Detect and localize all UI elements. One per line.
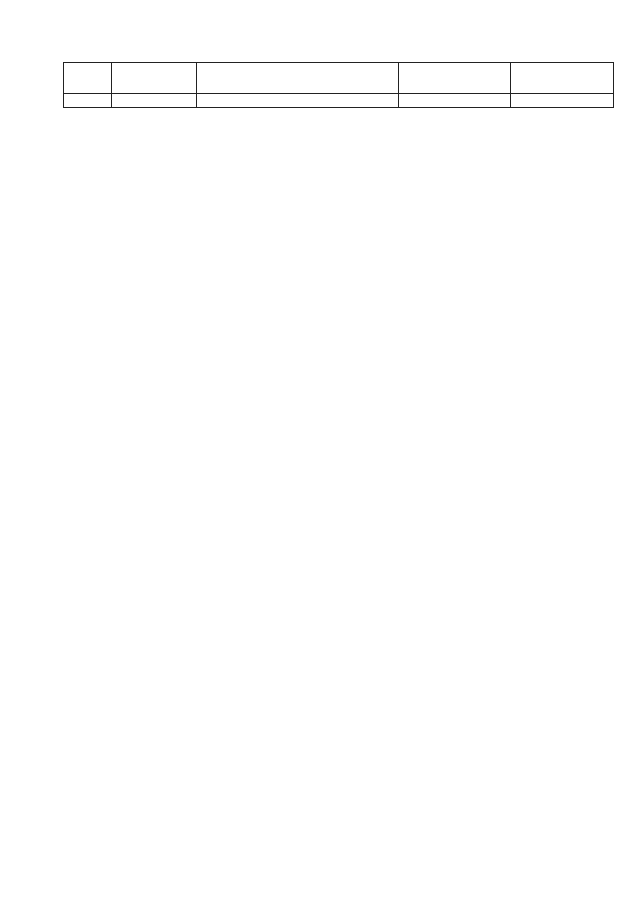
column-number: [64, 94, 112, 108]
header-drugs: [399, 63, 511, 94]
column-number: [197, 94, 399, 108]
atc-table: [63, 62, 614, 108]
column-number: [399, 94, 511, 108]
column-number: [511, 94, 614, 108]
header-atc-classification: [197, 63, 399, 94]
table-header-row: [64, 63, 614, 94]
header-dosage-forms: [511, 63, 614, 94]
column-number: [112, 94, 197, 108]
header-atc-code: [112, 63, 197, 94]
header-number: [64, 63, 112, 94]
column-number-row: [64, 94, 614, 108]
